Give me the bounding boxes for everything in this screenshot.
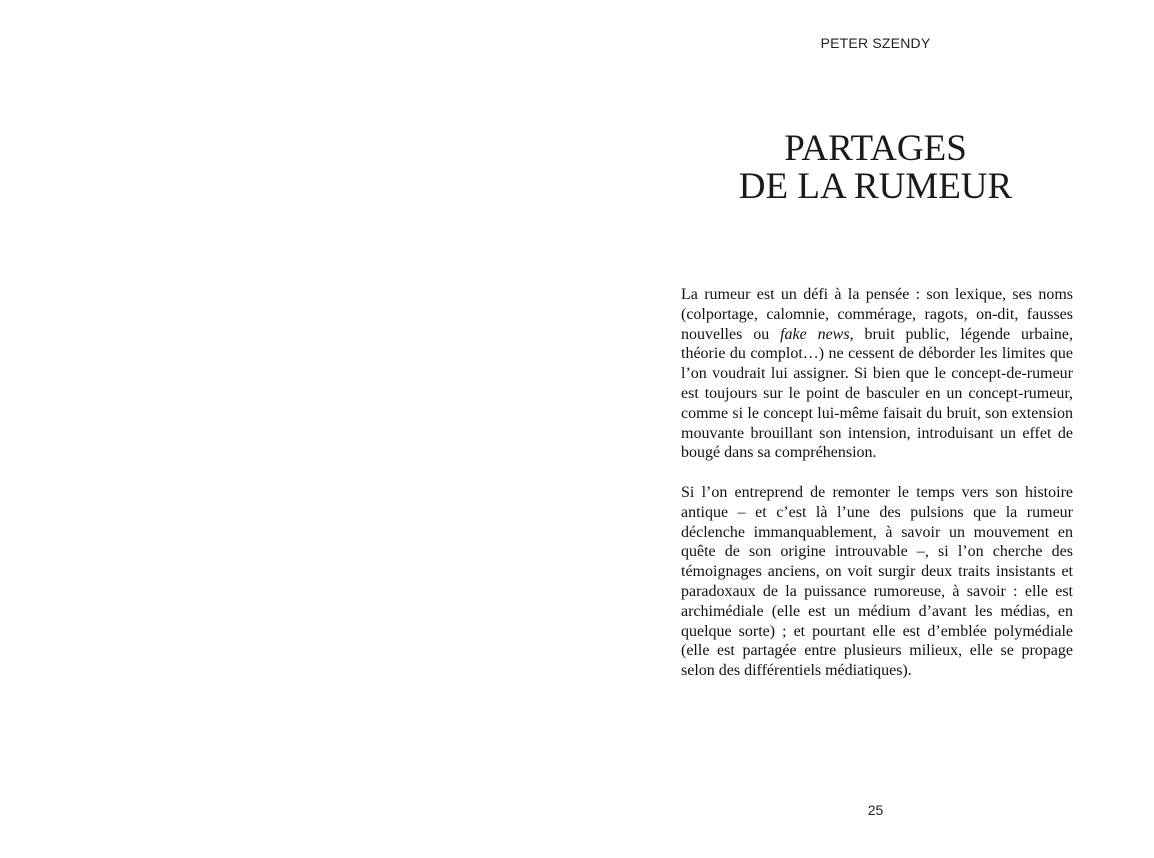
- running-head-author: PETER SZENDY: [820, 35, 931, 51]
- chapter-title: [577, 130, 1154, 206]
- page-number: 25: [867, 802, 884, 818]
- chapter-title-line-2: DE LA RUMEUR: [738, 166, 1013, 207]
- chapter-title-line-1: PARTAGES: [784, 128, 967, 169]
- paragraph-1-italic: fake news: [780, 325, 850, 343]
- body-text: [681, 285, 1073, 681]
- paragraph-1-part-1: La rumeur est un défi à la pensée : son lexique, ses noms (colportage, calomnie, commérage, ragots, on-dit, fausses nouvelles ou: [681, 286, 1073, 343]
- paragraph-2: Si l’on entreprend de remonter le temps vers son histoire antique – et c’est là l’une des pulsions que la rumeur déclenche immanquablement, à savoir un mouvement en quête de son origine introuvable –, si l’on cherche des témoignages anciens, on voit surgir deux traits insistants et paradoxaux de la puissance rumoreuse, à savoir : elle est archimédiale (elle est un médium d’avant les médias, en quelque sorte) ; et pourtant elle est d’emblée polymédiale (elle est partagée entre plusieurs milieux, elle se propage selon des différentiels médiatiques).: [681, 483, 1073, 680]
- right-page: [577, 0, 1154, 858]
- paragraph-1: [681, 285, 1073, 463]
- paragraph-1-part-2: , bruit public, légende urbaine, théorie du complot…) ne cessent de déborder les limites que l’on voudrait lui assigner. Si bien que le concept-de-rumeur est toujours sur le point de basculer en un concept-rumeur, comme si le concept lui-même faisait du bruit, son extension mouvante brouillant son intension, introduisant un effet de bougé dans sa compréhension.: [681, 325, 1074, 462]
